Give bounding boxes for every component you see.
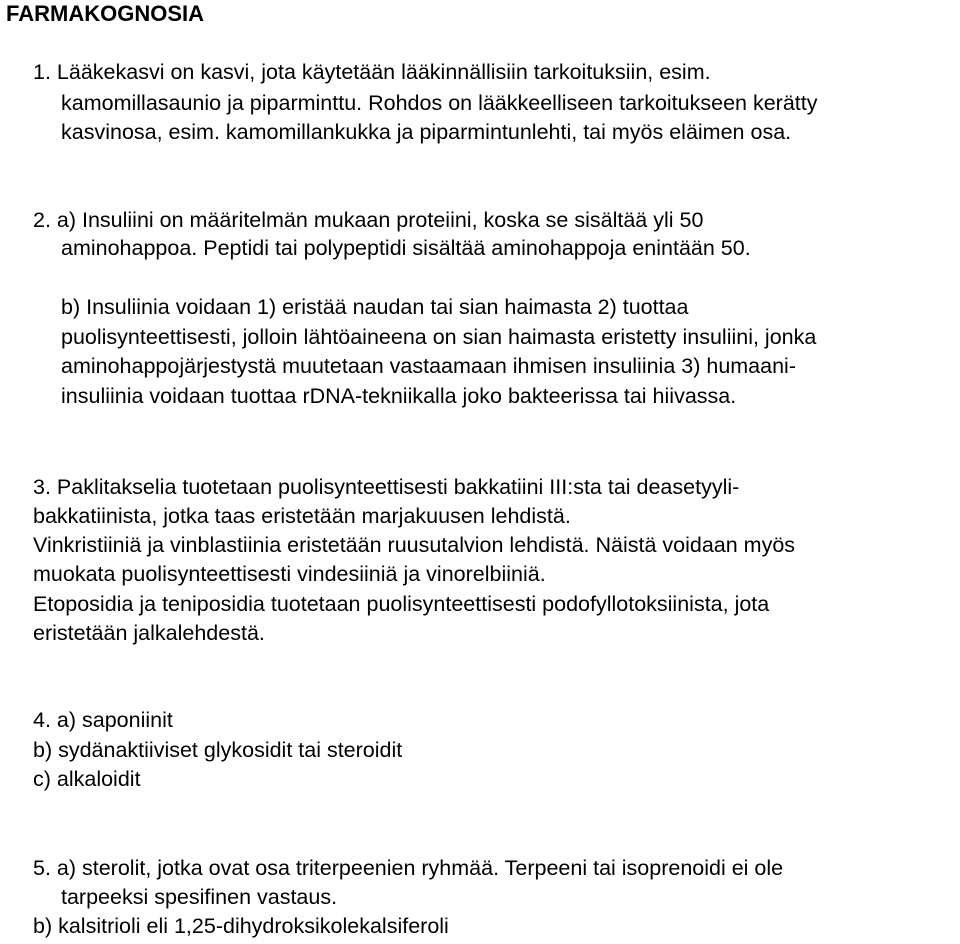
- answer-3-line-3: Vinkristiiniä ja vinblastiinia eristetään ruusutalvion lehdistä. Näistä voidaan myös: [33, 533, 796, 557]
- answer-2b-line-2: puolisynteettisesti, jolloin lähtöaineena on sian haimasta eristetty insuliini, jonka: [61, 325, 817, 349]
- answer-5-line-3: b) kalsitrioli eli 1,25-dihydroksikolekalsiferoli: [33, 914, 449, 938]
- answer-5-line-2: tarpeeksi spesifinen vastaus.: [61, 885, 338, 909]
- answer-1-line-2: kamomillasaunio ja piparminttu. Rohdos on lääkkeelliseen tarkoitukseen kerätty: [61, 91, 818, 115]
- answer-1-line-3: kasvinosa, esim. kamomillankukka ja piparmintunlehti, tai myös eläimen osa.: [61, 120, 792, 144]
- answer-3-line-6: eristetään jalkalehdestä.: [33, 621, 265, 645]
- answer-2b-line-3: aminohappojärjestystä muutetaan vastaamaan ihmisen insuliinia 3) humaani-: [61, 354, 796, 378]
- answer-5-line-1: 5. a) sterolit, jotka ovat osa triterpeenien ryhmää. Terpeeni tai isoprenoidi ei ole: [33, 856, 784, 880]
- answer-3-line-4: muokata puolisynteettisesti vindesiiniä ja vinorelbiiniä.: [33, 562, 546, 586]
- answer-3-line-5: Etoposidia ja teniposidia tuotetaan puolisynteettisesti podofyllotoksiinista, jota: [33, 592, 770, 616]
- answer-4-line-3: c) alkaloidit: [33, 767, 141, 791]
- answer-3-line-2: bakkatiinista, jotka taas eristetään marjakuusen lehdistä.: [33, 504, 571, 528]
- answer-2b-line-4: insuliinia voidaan tuottaa rDNA-tekniikalla joko bakteerissa tai hiivassa.: [61, 384, 737, 408]
- answer-2a-line-2: aminohappoa. Peptidi tai polypeptidi sisältää aminohappoja enintään 50.: [61, 236, 751, 260]
- answer-1-line-1: 1. Lääkekasvi on kasvi, jota käytetään lääkinnällisiin tarkoituksiin, esim.: [33, 60, 711, 84]
- answer-3-line-1: 3. Paklitakselia tuotetaan puolisynteettisesti bakkatiini III:sta tai deasetyyli-: [33, 475, 740, 499]
- answer-2a-line-1: 2. a) Insuliini on määritelmän mukaan proteiini, koska se sisältää yli 50: [33, 208, 704, 232]
- answer-4-line-2: b) sydänaktiiviset glykosidit tai steroidit: [33, 738, 403, 762]
- answer-4-line-1: 4. a) saponiinit: [33, 708, 173, 732]
- page-title: FARMAKOGNOSIA: [6, 1, 204, 26]
- answer-2b-line-1: b) Insuliinia voidaan 1) eristää naudan tai sian haimasta 2) tuottaa: [61, 295, 689, 319]
